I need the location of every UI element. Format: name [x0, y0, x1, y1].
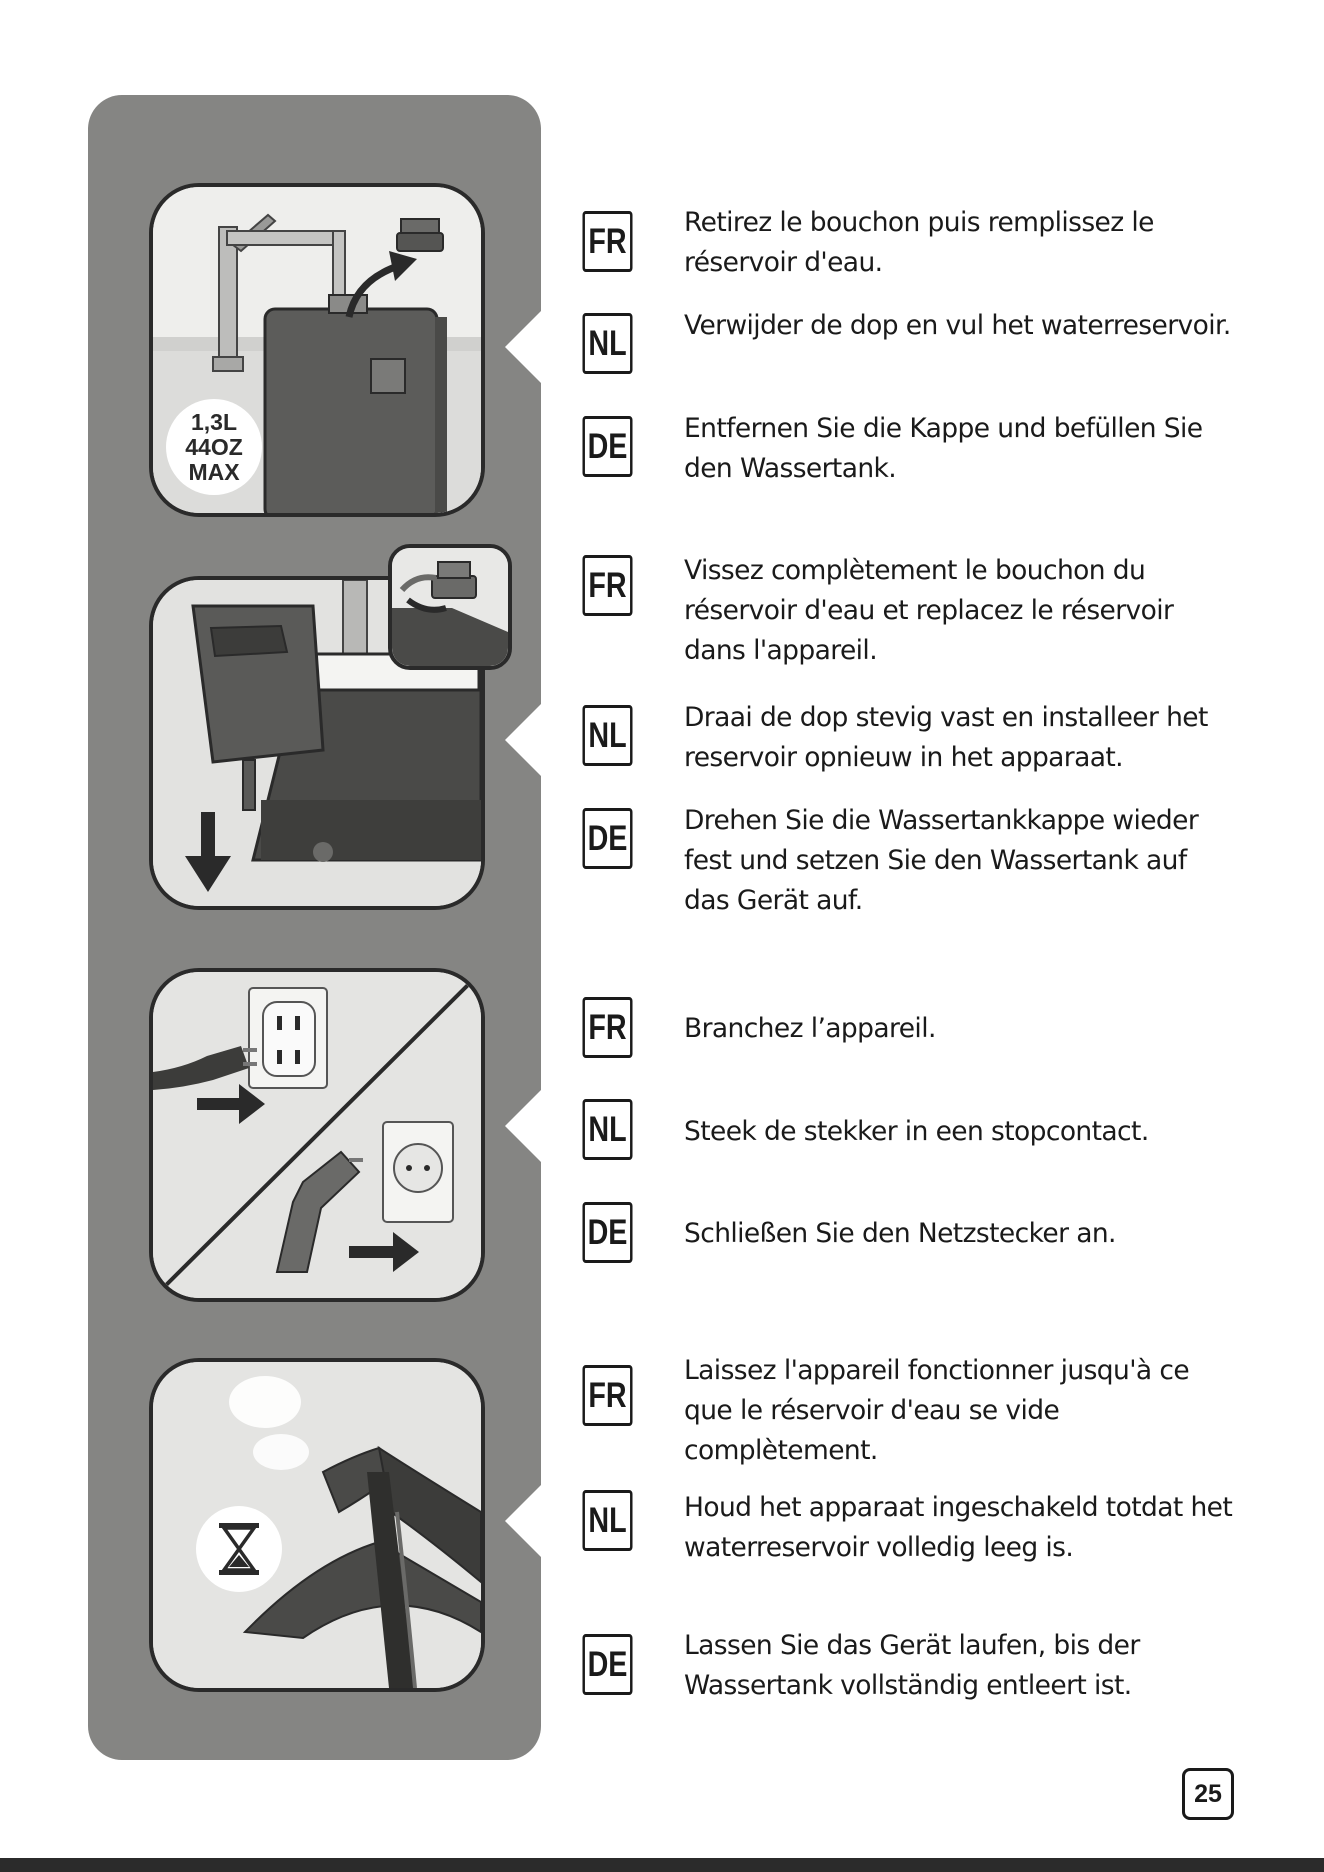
illustration-plug-in — [149, 968, 485, 1302]
panel-notch-3 — [505, 1090, 541, 1162]
lang-badge-nl: NL — [582, 1099, 632, 1160]
lang-badge-de: DE — [582, 1202, 632, 1263]
instruction-text-de: Entfernen Sie die Kappe und befüllen Sie den Wassertank. — [684, 413, 1203, 484]
instruction-text-nl: Houd het apparaat ingeschakeld totdat het waterreservoir volledig leeg is. — [684, 1492, 1233, 1563]
lang-badge-nl: NL — [582, 1490, 632, 1551]
instruction-text-de: Schließen Sie den Netzstecker an. — [684, 1218, 1116, 1249]
panel-notch-1 — [505, 311, 541, 383]
timer-badge — [196, 1506, 282, 1592]
lang-badge-fr: FR — [582, 211, 632, 272]
panel-notch-4 — [505, 1485, 541, 1557]
capacity-volume: 1,3L — [190, 408, 238, 435]
lang-badge-nl: NL — [582, 705, 632, 766]
instruction-text-fr: Retirez le bouchon puis remplissez le réservoir d'eau. — [684, 207, 1154, 278]
lang-badge-de: DE — [582, 416, 632, 477]
lang-badge-fr: FR — [582, 555, 632, 616]
capacity-ounces: 44OZ — [185, 433, 243, 460]
instruction-text-fr: Branchez l’appareil. — [684, 1013, 936, 1044]
instruction-text-de: Drehen Sie die Wassertankkappe wieder fest und setzen Sie den Wassertank auf das Gerät auf. — [684, 805, 1199, 916]
instruction-text-fr: Laissez l'appareil fonctionner jusqu'à ce que le réservoir d'eau se vide complètement. — [684, 1355, 1190, 1466]
capacity-max: MAX — [188, 458, 240, 485]
footer-rule — [0, 1858, 1324, 1872]
illustration-run-until-empty — [149, 1358, 485, 1692]
instruction-text-fr: Vissez complètement le bouchon du réservoir d'eau et replacez le réservoir dans l'appareil. — [684, 555, 1174, 666]
lang-badge-fr: FR — [582, 1365, 632, 1426]
instruction-text-nl: Draai de dop stevig vast en installeer het reservoir opnieuw in het apparaat. — [684, 702, 1208, 773]
lang-badge-nl: NL — [582, 313, 632, 374]
lang-badge-fr: FR — [582, 997, 632, 1058]
panel-notch-2 — [505, 704, 541, 776]
capacity-badge — [166, 399, 262, 495]
hourglass-icon — [217, 1523, 261, 1575]
instruction-text-nl: Steek de stekker in een stopcontact. — [684, 1116, 1149, 1147]
instruction-text-nl: Verwijder de dop en vul het waterreservoir. — [684, 310, 1231, 341]
inset-cap-screw — [388, 544, 512, 670]
page-number: 25 — [1182, 1768, 1234, 1820]
lang-badge-de: DE — [582, 1634, 632, 1695]
instruction-text-de: Lassen Sie das Gerät laufen, bis der Wassertank vollständig entleert ist. — [684, 1630, 1140, 1701]
lang-badge-de: DE — [582, 808, 632, 869]
illustration-fill-tank — [149, 183, 485, 517]
